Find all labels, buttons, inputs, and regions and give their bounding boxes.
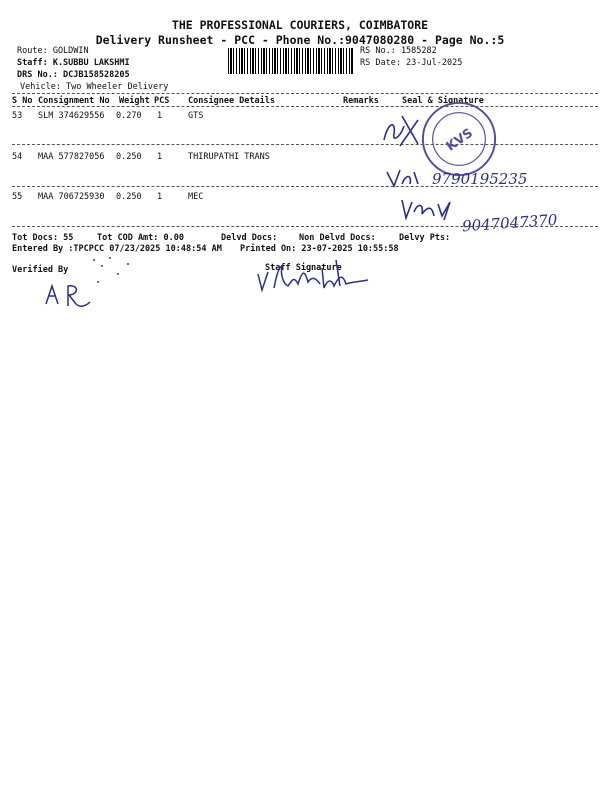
row-consignment: MAA 577827056 bbox=[38, 152, 105, 162]
delivered-docs: Delvd Docs: bbox=[221, 233, 278, 243]
verified-by-label: Verified By bbox=[12, 265, 69, 275]
row-pcs: 1 bbox=[157, 111, 163, 121]
col-weight: Weight bbox=[119, 96, 150, 106]
entered-by: Entered By :TPCPCC 07/23/2025 10:48:54 AM bbox=[12, 244, 222, 254]
route-label: Route: GOLDWIN bbox=[17, 46, 89, 56]
header-bottom-rule bbox=[12, 106, 598, 107]
row-sno: 55 bbox=[12, 192, 23, 202]
staff-signature bbox=[254, 258, 374, 298]
row-weight: 0.270 bbox=[116, 111, 142, 121]
drs-label: DRS No.: DCJB158528205 bbox=[17, 70, 130, 80]
col-pcs: PCS bbox=[154, 96, 170, 106]
scan-speckle bbox=[88, 254, 148, 294]
row-pcs: 1 bbox=[157, 152, 163, 162]
signature-mark bbox=[398, 196, 460, 222]
total-docs: Tot Docs: 55 bbox=[12, 233, 74, 243]
col-consignee: Consignee Details bbox=[188, 96, 275, 106]
total-cod-amount: Tot COD Amt: 0.00 bbox=[97, 233, 184, 243]
row-consignee: MEC bbox=[188, 192, 204, 202]
delivery-points: Delvy Pts: bbox=[399, 233, 451, 243]
row-consignee: GTS bbox=[188, 111, 204, 121]
printed-on: Printed On: 23-07-2025 10:55:58 bbox=[240, 244, 399, 254]
col-sno: S No bbox=[12, 96, 33, 106]
row-consignment: MAA 706725930 bbox=[38, 192, 105, 202]
row-pcs: 1 bbox=[157, 192, 163, 202]
signature-mark bbox=[384, 166, 424, 190]
col-seal-signature: Seal & Signature bbox=[402, 96, 484, 106]
runsheet-subtitle: Delivery Runsheet - PCC - Phone No.:9047080280 - Page No.:5 bbox=[95, 33, 505, 47]
row-weight: 0.250 bbox=[116, 192, 142, 202]
col-remarks: Remarks bbox=[343, 96, 379, 106]
company-title: THE PROFESSIONAL COURIERS, COIMBATORE bbox=[171, 18, 429, 32]
handwritten-phone: 9790195235 bbox=[432, 170, 528, 188]
row-sno: 53 bbox=[12, 111, 23, 121]
col-consignment: Consignment No bbox=[38, 96, 110, 106]
row-consignment: SLM 374629556 bbox=[38, 111, 105, 121]
row-sno: 54 bbox=[12, 152, 23, 162]
row-consignee: THIRUPATHI TRANS bbox=[188, 152, 270, 162]
row-divider bbox=[12, 144, 598, 145]
non-delivered-docs: Non Delvd Docs: bbox=[299, 233, 376, 243]
signature-mark bbox=[378, 112, 428, 152]
handwritten-phone: 9047047370 bbox=[461, 210, 558, 236]
vehicle-label: Vehicle: Two Wheeler Delivery bbox=[20, 82, 169, 92]
staff-signature-label: Staff Signature bbox=[265, 263, 342, 273]
seal-stamp bbox=[420, 100, 498, 178]
header-top-rule bbox=[12, 93, 598, 94]
barcode bbox=[228, 48, 354, 74]
rs-date: RS Date: 23-Jul-2025 bbox=[360, 58, 463, 68]
row-weight: 0.250 bbox=[116, 152, 142, 162]
staff-label: Staff: K.SUBBU LAKSHMI bbox=[17, 58, 130, 68]
rs-number: RS No.: 1585282 bbox=[360, 46, 437, 56]
stamp-text: KVS bbox=[443, 124, 476, 154]
